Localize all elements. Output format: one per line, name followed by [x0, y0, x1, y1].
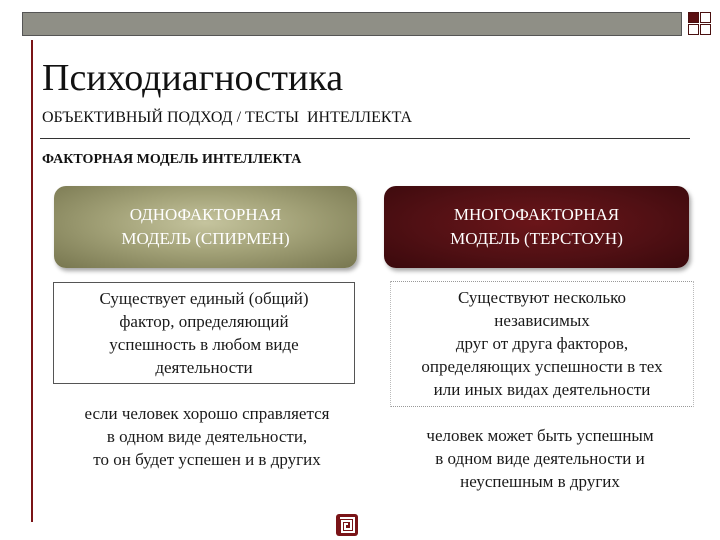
dotted-frame-line	[693, 281, 694, 407]
multi-factor-note: человек может быть успешным в одном виде деятельности и неуспешным в других	[426, 426, 654, 491]
section-heading: ФАКТОРНАЯ МОДЕЛЬ ИНТЕЛЛЕКТА	[42, 152, 302, 167]
multi-factor-model-box	[384, 186, 689, 268]
spiral-logo-icon	[336, 514, 358, 536]
multi-factor-description: Существуют несколько независимых друг от друга факторов, определяющих успешности в тех или иных видах деятельности	[421, 288, 663, 399]
corner-square-empty	[688, 24, 699, 35]
dotted-frame-line	[390, 281, 391, 407]
dotted-frame-line	[390, 281, 694, 282]
subtitle-divider	[40, 138, 690, 139]
single-factor-description-box	[53, 282, 355, 384]
single-factor-note: если человек хорошо справляется в одном виде деятельности, то он будет успешен и в других	[84, 404, 330, 469]
corner-square-filled	[688, 12, 699, 23]
left-vertical-rule	[31, 40, 33, 522]
page-subtitle: ОБЪЕКТИВНЫЙ ПОДХОД / ТЕСТЫ ИНТЕЛЛЕКТА	[42, 109, 413, 126]
corner-square-empty	[700, 24, 711, 35]
dotted-frame-line	[390, 406, 694, 407]
single-factor-description: Существует единый (общий) фактор, определяющий успешность в любом виде деятельности	[99, 289, 309, 377]
multi-factor-model-label: МНОГОФАКТОРНАЯ МОДЕЛЬ (ТЕРСТОУН)	[450, 205, 623, 248]
page-title: Психодиагностика	[42, 57, 344, 99]
single-factor-model-box	[54, 186, 357, 268]
corner-square-empty	[700, 12, 711, 23]
multi-factor-description-box	[392, 286, 692, 401]
single-factor-model-label: ОДНОФАКТОРНАЯ МОДЕЛЬ (СПИРМЕН)	[121, 205, 290, 248]
top-decorative-bar	[22, 12, 682, 36]
